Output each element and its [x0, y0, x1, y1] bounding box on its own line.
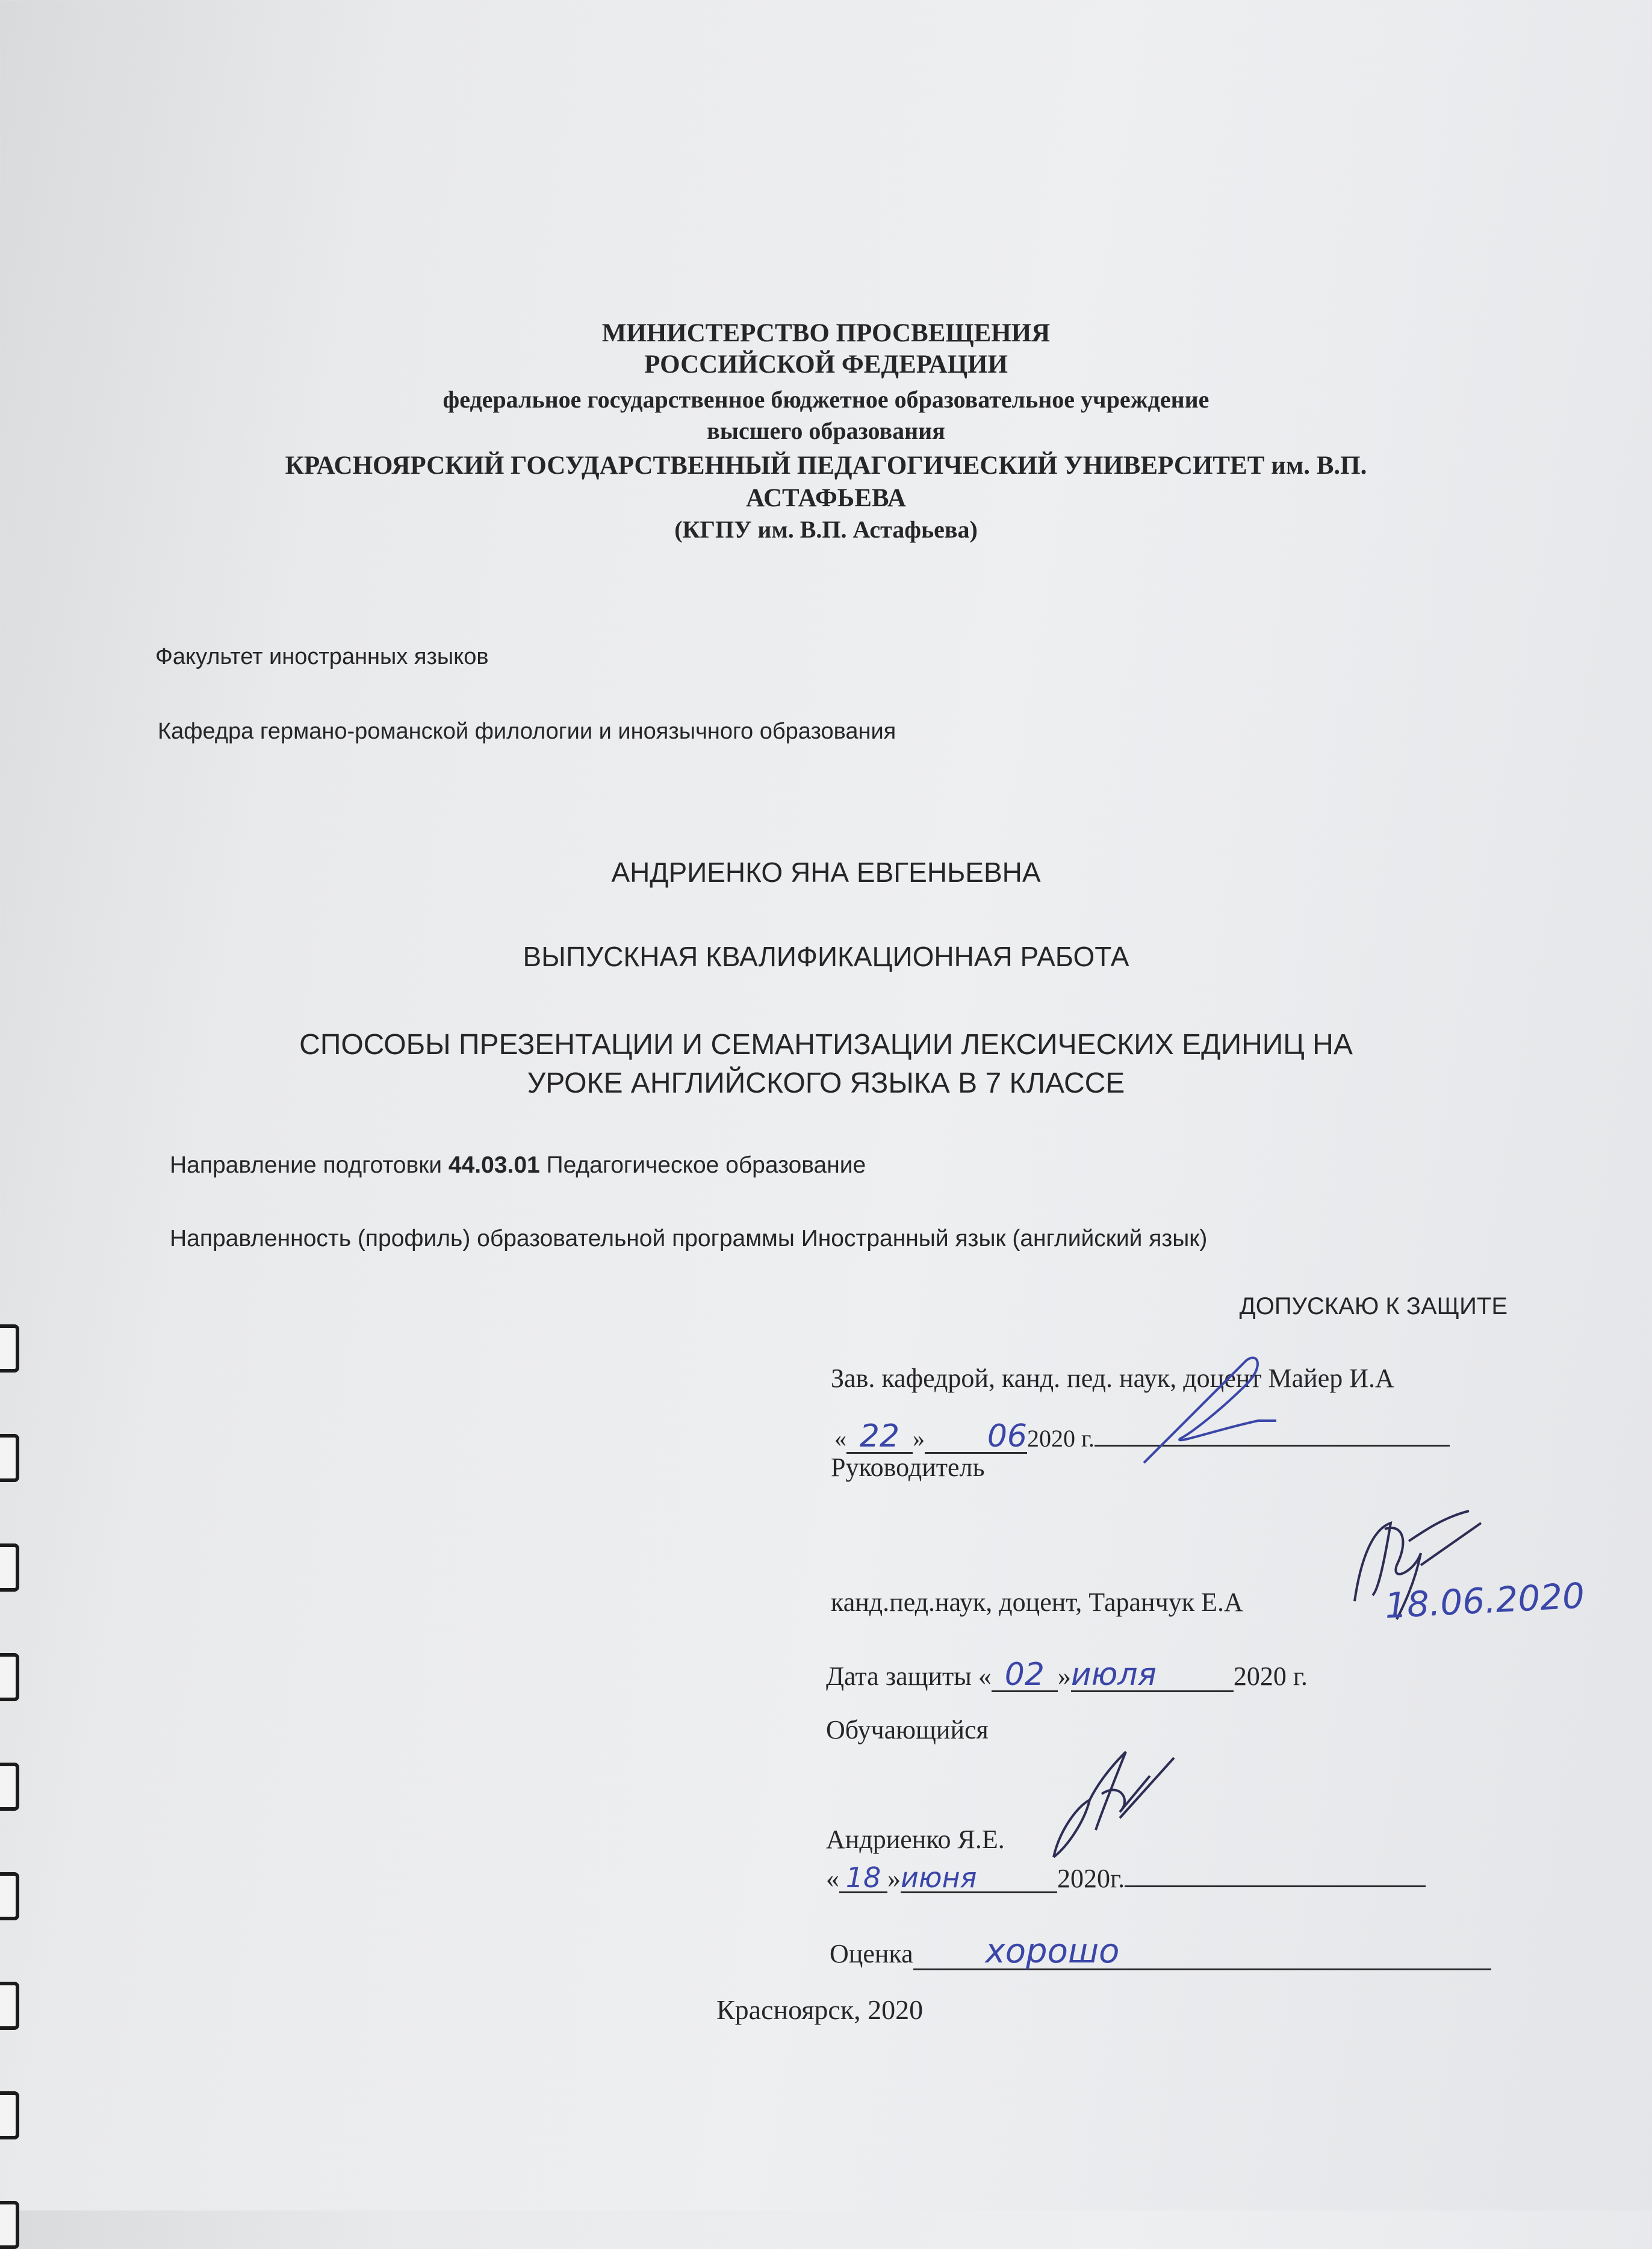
approval-day: 22 — [846, 1421, 913, 1454]
direction-name: Педагогическое образование — [539, 1152, 866, 1178]
student-signature — [1048, 1746, 1192, 1860]
supervisor-date: 18.06.2020 — [1383, 1575, 1586, 1627]
department: Кафедра германо-романской филологии и иноязычного образования — [158, 719, 896, 744]
spiral-ring — [0, 1872, 19, 1920]
footer-city-year: Красноярск, 2020 — [716, 1994, 924, 2025]
spiral-ring — [0, 1324, 19, 1373]
approval-heading: ДОПУСКАЮ К ЗАЩИТЕ — [1239, 1293, 1508, 1320]
grade — [830, 1932, 1491, 1971]
grade-value: хорошо — [913, 1935, 1491, 1970]
quote-open: « — [826, 1864, 839, 1893]
direction-label: Направление подготовки — [170, 1152, 449, 1178]
defense-date — [826, 1659, 1308, 1692]
author-name: АНДРИЕНКО ЯНА ЕВГЕНЬЕВНА — [611, 857, 1041, 888]
approval-year: 2020 г. — [1027, 1425, 1095, 1452]
supervisor-label: Руководитель — [831, 1453, 985, 1482]
ministry-line1: МИНИСТЕРСТВО ПРОСВЕЩЕНИЯ — [601, 319, 1051, 347]
defense-month: июля — [1071, 1659, 1234, 1692]
work-type: ВЫПУСКНАЯ КВАЛИФИКАЦИОННАЯ РАБОТА — [523, 941, 1129, 972]
student-month: июня — [901, 1864, 1057, 1893]
title-line2: УРОКЕ АНГЛИЙСКОГО ЯЗЫКА В 7 КЛАССЕ — [527, 1067, 1125, 1099]
grade-label: Оценка — [830, 1939, 913, 1968]
university-line2: АСТАФЬЕВА — [746, 484, 906, 512]
quote-close: » — [1057, 1661, 1071, 1691]
institution-type-line2: высшего образования — [707, 417, 945, 444]
spiral-ring — [0, 1982, 19, 2030]
direction — [170, 1153, 866, 1177]
faculty: Факультет иностранных языков — [155, 644, 489, 669]
head-signature — [1144, 1354, 1324, 1475]
defense-day: 02 — [992, 1659, 1058, 1692]
student-name: Андриенко Я.Е. — [826, 1825, 1005, 1854]
quote-open: « — [834, 1425, 846, 1452]
head-of-department: Зав. кафедрой, канд. пед. наук, доцент Майер И.А — [831, 1363, 1394, 1393]
profile: Направленность (профиль) образовательной программы Иностранный язык (английский язык) — [170, 1226, 1208, 1252]
defense-label: Дата защиты « — [826, 1661, 992, 1691]
student-label: Обучающийся — [826, 1715, 989, 1745]
institution-type-line1: федеральное государственное бюджетное образовательное учреждение — [442, 386, 1210, 413]
supervisor: канд.пед.наук, доцент, Таранчук Е.А — [831, 1587, 1243, 1617]
student-day: 18 — [839, 1864, 887, 1893]
university-abbr: (КГПУ им. В.П. Астафьева) — [674, 516, 978, 543]
spiral-ring — [0, 1763, 19, 1811]
spiral-ring — [0, 2091, 19, 2139]
direction-code: 44.03.01 — [448, 1152, 540, 1178]
quote-close: » — [913, 1425, 925, 1452]
spiral-ring — [0, 1543, 19, 1592]
university-line1: КРАСНОЯРСКИЙ ГОСУДАРСТВЕННЫЙ ПЕДАГОГИЧЕСКИЙ УНИВЕРСИТЕТ им. В.П. — [285, 451, 1367, 480]
spiral-ring — [0, 1434, 19, 1482]
student-date — [826, 1861, 1426, 1894]
ministry-line2: РОССИЙСКОЙ ФЕДЕРАЦИИ — [644, 350, 1008, 379]
quote-close: » — [887, 1864, 901, 1893]
title-line1: СПОСОБЫ ПРЕЗЕНТАЦИИ И СЕМАНТИЗАЦИИ ЛЕКСИЧЕСКИХ ЕДИНИЦ НА — [299, 1029, 1353, 1061]
spiral-ring — [0, 2201, 19, 2249]
spiral-ring — [0, 1653, 19, 1701]
defense-year: 2020 г. — [1233, 1661, 1308, 1691]
approval-date — [834, 1418, 1450, 1454]
student-year: 2020г. — [1057, 1864, 1125, 1893]
approval-month: 06 — [925, 1421, 1027, 1454]
